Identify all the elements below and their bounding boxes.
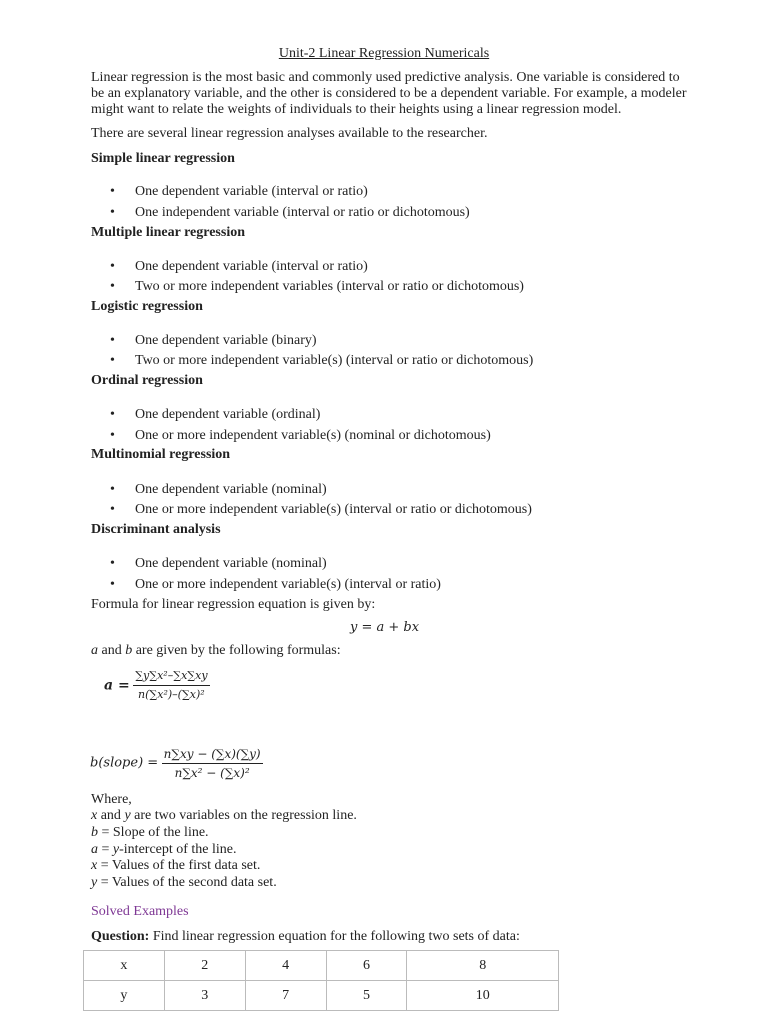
table-cell: 7	[245, 981, 326, 1011]
table-cell: 8	[407, 951, 559, 981]
definition-line: a = y-intercept of the line.	[91, 842, 237, 857]
data-table	[83, 950, 559, 1011]
formula-b-fraction: $\frac{n\sum xy - (\sum x)(\sum y)}{\text{n∑x² − (∑x)²}}$	[163, 747, 261, 780]
section-heading: Logistic regression	[91, 299, 203, 314]
table-cell: y	[84, 981, 165, 1011]
definition-line: x and y are two variables on the regression line.	[91, 808, 357, 823]
where-label: Where,	[91, 792, 132, 807]
bullet-icon: •	[110, 407, 115, 422]
section-heading: Ordinal regression	[91, 373, 203, 388]
bullet-icon: •	[110, 353, 115, 368]
table-cell: 2	[164, 951, 245, 981]
table-cell: 10	[407, 981, 559, 1011]
bullet-icon: •	[110, 333, 115, 348]
definition-line: x = Values of the first data set.	[91, 858, 261, 873]
intro-paragraph: Linear regression is the most basic and commonly used predictive analysis. One variable is considered to be an explanatory variable, and the other is considered to be a dependent variable. For example, a modeler might want to relate the weights of individuals to their heights using a linear regression model.	[91, 70, 687, 117]
formula-a-fraction: $\frac{\text{∑y∑x²–∑x∑xy}}{\text{n(∑x²)–(∑x)²}}$	[135, 669, 208, 701]
intro-paragraph-2: There are several linear regression analyses available to the researcher.	[91, 126, 488, 141]
table-cell: 3	[164, 981, 245, 1011]
definition-line: y = Values of the second data set.	[91, 875, 277, 890]
table-cell: 4	[245, 951, 326, 981]
bullet-icon: •	[110, 205, 115, 220]
regression-equation: y = a + bx	[350, 620, 420, 635]
table-cell: 6	[326, 951, 407, 981]
bullet-icon: •	[110, 482, 115, 497]
table-cell: 5	[326, 981, 407, 1011]
section-heading: Multinomial regression	[91, 447, 231, 462]
definition-line: b = Slope of the line.	[91, 825, 209, 840]
bullet-icon: •	[110, 279, 115, 294]
section-heading: Multiple linear regression	[91, 225, 245, 240]
ab-intro: a and b are given by the following formulas:	[91, 643, 341, 658]
formula-intro: Formula for linear regression equation is given by:	[91, 597, 376, 612]
question: Question: Find linear regression equation for the following two sets of data:	[91, 929, 520, 944]
section-heading: Discriminant analysis	[91, 522, 221, 537]
page-title: Unit-2 Linear Regression Numericals	[278, 46, 490, 61]
bullet-icon: •	[110, 556, 115, 571]
table-row	[84, 951, 559, 981]
formula-a: a = $\frac{\text{∑y∑x²–∑x∑xy}}{\text{n(∑x²)–(∑x)²}}$	[104, 669, 208, 701]
section-heading: Simple linear regression	[91, 151, 235, 166]
bullet-icon: •	[110, 259, 115, 274]
table-cell: x	[84, 951, 165, 981]
bullet-icon: •	[110, 577, 115, 592]
bullet-icon: •	[110, 428, 115, 443]
bullet-icon: •	[110, 502, 115, 517]
solved-examples-heading: Solved Examples	[91, 904, 189, 919]
formula-b: b(slope) = $\frac{n\sum xy - (\sum x)(\sum y)}{\text{n∑x² − (∑x)²}}$	[90, 747, 261, 780]
bullet-icon: •	[110, 184, 115, 199]
table-row	[84, 981, 559, 1011]
